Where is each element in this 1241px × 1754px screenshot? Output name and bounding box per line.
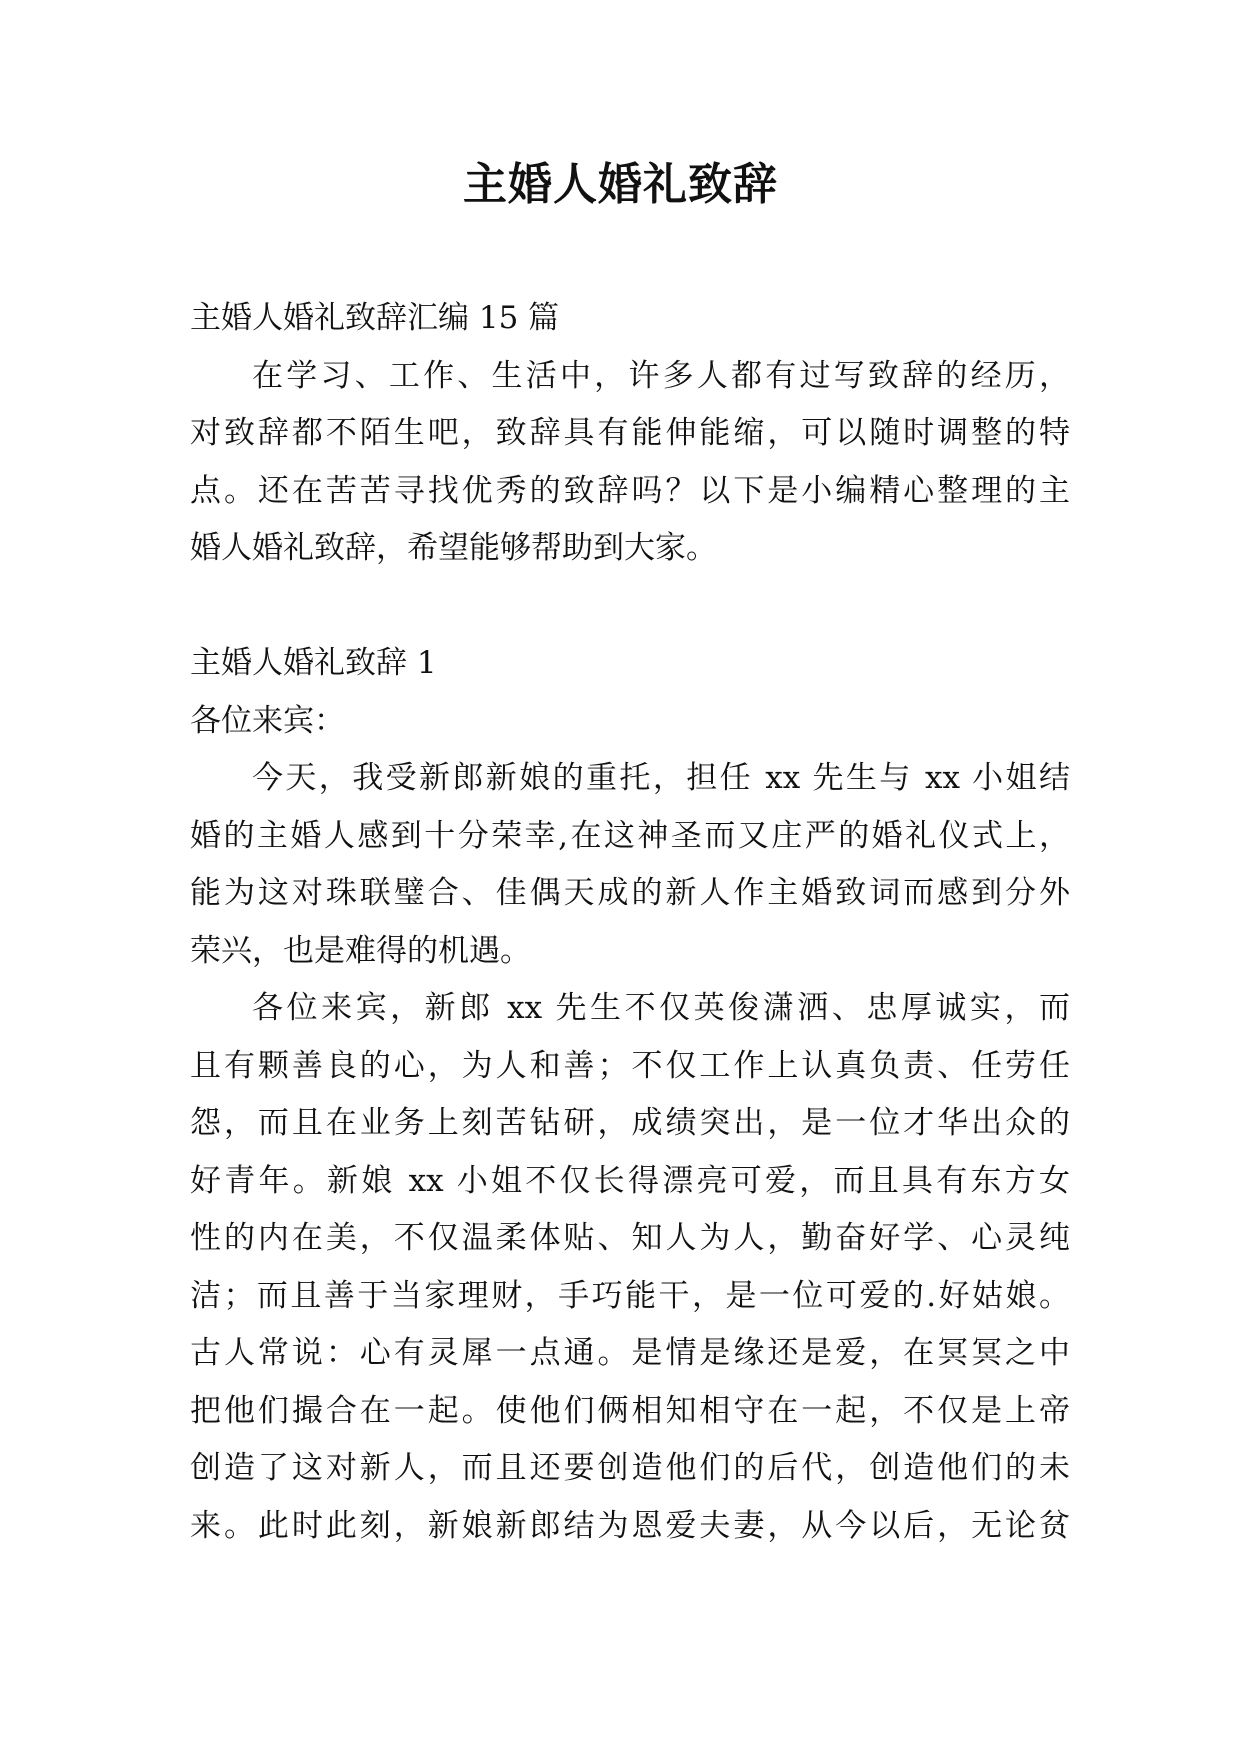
document-body [190, 290, 1070, 1555]
body-line: 且有颗善良的心，为人和善；不仅工作上认真负责、任劳任 [190, 1047, 1070, 1084]
body-line: 今天，我受新郎新娘的重托，担任 xx 先生与 xx 小姐结 [252, 760, 1070, 796]
body-line: 性的内在美，不仅温柔体贴、知人为人，勤奋好学、心灵纯 [190, 1220, 1070, 1256]
body-line: 把他们撮合在一起。使他们俩相知相守在一起，不仅是上帝 [190, 1392, 1070, 1429]
body-line: 能为这对珠联璧合、佳偶天成的新人作主婚致词而感到分外 [190, 875, 1070, 911]
body-line: 各位来宾，新郎 xx 先生不仅英俊潇洒、忠厚诚实，而 [252, 990, 1070, 1026]
body-line: 主婚人婚礼致辞汇编 15 篇 [190, 300, 560, 336]
body-line: 古人常说：心有灵犀一点通。是情是缘还是爱，在冥冥之中 [190, 1335, 1070, 1371]
body-line: 点。还在苦苦寻找优秀的致辞吗？以下是小编精心整理的主 [190, 472, 1070, 509]
body-line: 来。此时此刻，新娘新郎结为恩爱夫妻，从今以后，无论贫 [190, 1507, 1070, 1544]
body-line: 在学习、工作、生活中，许多人都有过写致辞的经历， [252, 357, 1070, 394]
body-line: 对致辞都不陌生吧，致辞具有能伸能缩，可以随时调整的特 [190, 415, 1070, 451]
body-line: 荣兴，也是难得的机遇。 [190, 932, 531, 969]
blank-line [190, 578, 1070, 636]
body-line: 洁；而且善于当家理财，手巧能干，是一位可爱的.好姑娘。 [190, 1277, 1070, 1314]
body-line: 主婚人婚礼致辞 1 [190, 645, 437, 681]
body-line: 各位来宾： [190, 702, 345, 739]
body-line: 好青年。新娘 xx 小姐不仅长得漂亮可爱，而且具有东方女 [190, 1162, 1070, 1199]
body-line: 婚的主婚人感到十分荣幸,在这神圣而又庄严的婚礼仪式上， [190, 817, 1070, 854]
body-line: 创造了这对新人，而且还要创造他们的后代，创造他们的未 [190, 1450, 1070, 1486]
body-line: 婚人婚礼致辞，希望能够帮助到大家。 [190, 530, 717, 566]
page-title: 主婚人婚礼致辞 [463, 159, 778, 210]
body-line: 怨，而且在业务上刻苦钻研，成绩突出，是一位才华出众的 [190, 1105, 1070, 1141]
